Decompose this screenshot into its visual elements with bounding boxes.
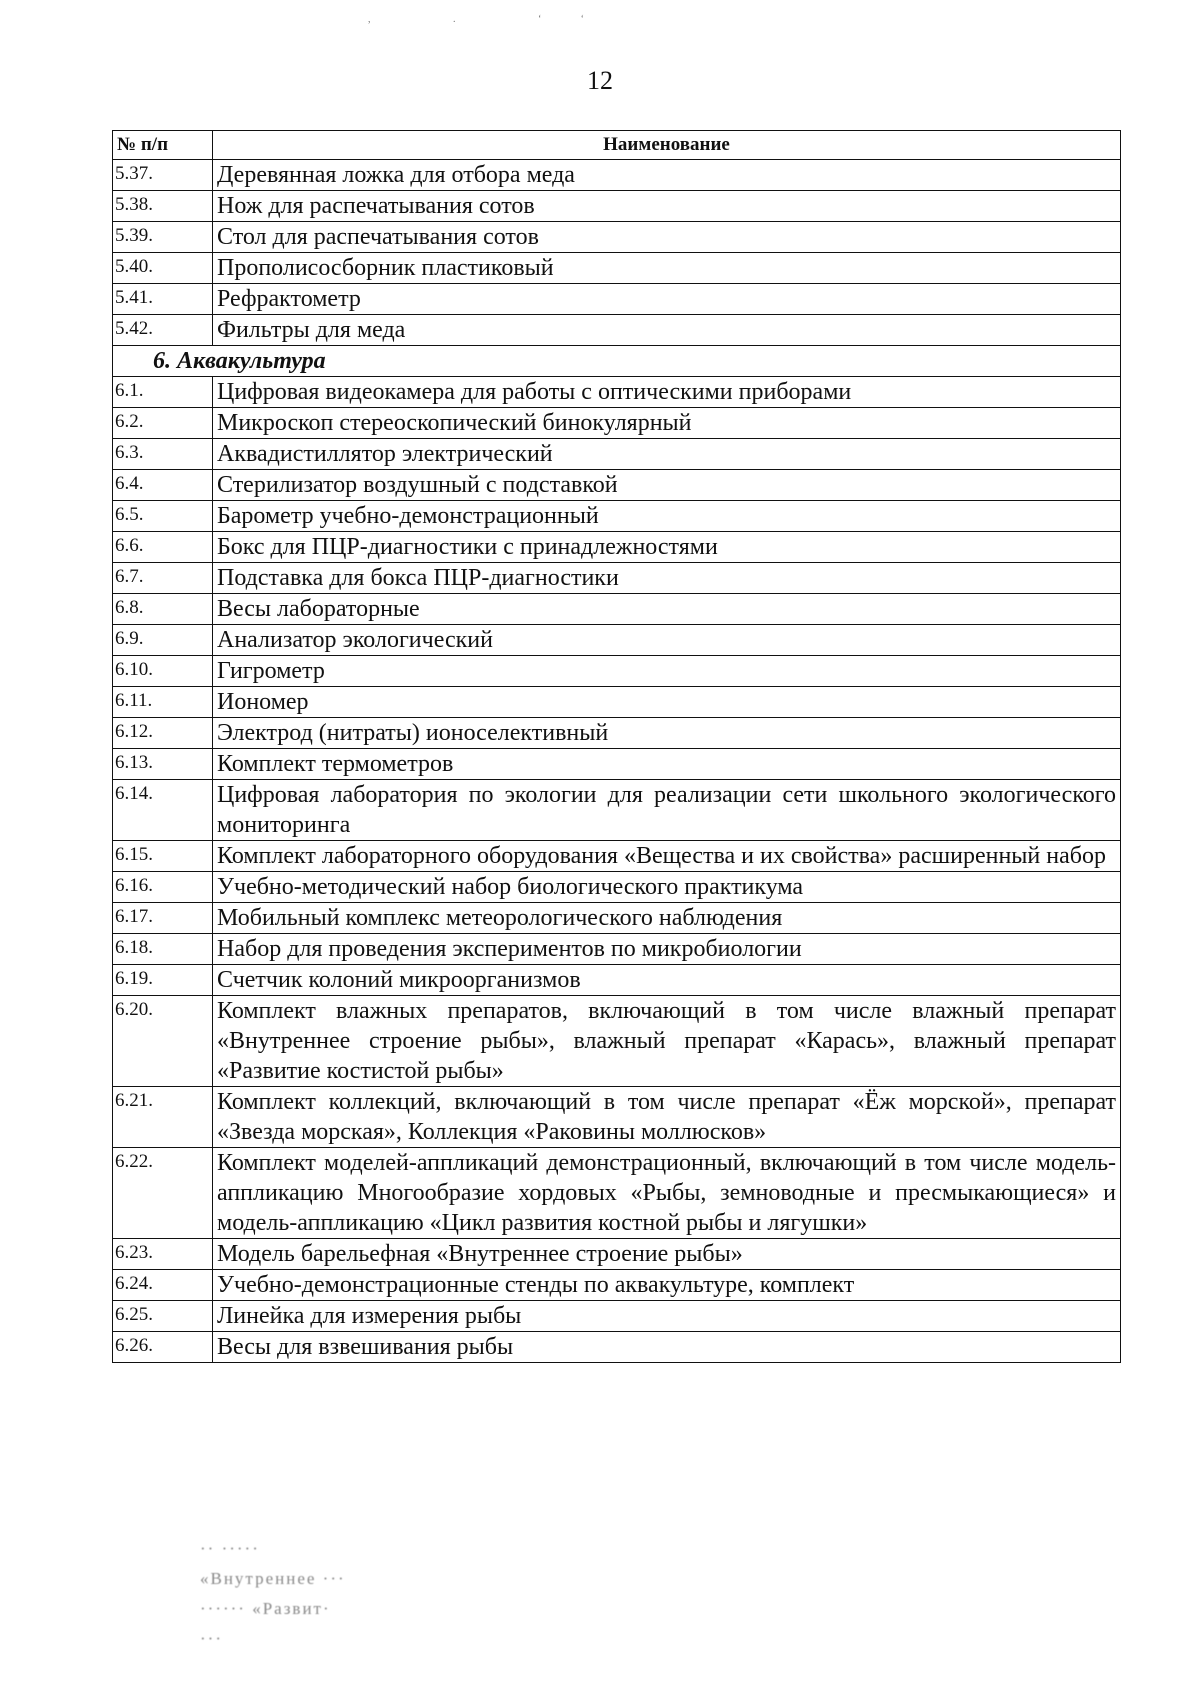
table-row [113, 656, 1121, 687]
row-name: Счетчик колоний микроорганизмов [213, 965, 1121, 996]
row-name: Фильтры для меда [213, 315, 1121, 346]
row-name: Мобильный комплекс метеорологического наблюдения [213, 903, 1121, 934]
row-name: Комплект моделей-аппликаций демонстрационный, включающий в том числе модель-аппликацию Многообразие хордовых «Рыбы, земноводные и пресмыкающиеся» и модель-аппликацию «Цикл развития костной рыбы и лягушки» [213, 1148, 1121, 1239]
table-row [113, 841, 1121, 872]
table-row [113, 222, 1121, 253]
table-row [113, 1087, 1121, 1148]
table-row [113, 1301, 1121, 1332]
table-header-row [113, 131, 1121, 160]
row-number: 6.16. [113, 872, 213, 903]
table-row [113, 563, 1121, 594]
row-name: Комплект влажных препаратов, включающий в том числе влажный препарат «Внутреннее строение рыбы», влажный препарат «Карась», влажный препарат «Развитие костистой рыбы» [213, 996, 1121, 1087]
bleed-line: «Внутреннее ··· [200, 1569, 346, 1588]
row-number: 5.37. [113, 160, 213, 191]
row-number: 6.5. [113, 501, 213, 532]
row-number: 6.3. [113, 439, 213, 470]
scan-marks: , . ‘‘ [368, 14, 624, 25]
row-number: 6.9. [113, 625, 213, 656]
row-name: Подставка для бокса ПЦР-диагностики [213, 563, 1121, 594]
row-name: Цифровая видеокамера для работы с оптическими приборами [213, 377, 1121, 408]
row-number: 5.41. [113, 284, 213, 315]
row-name: Стерилизатор воздушный с подставкой [213, 470, 1121, 501]
row-name: Нож для распечатывания сотов [213, 191, 1121, 222]
row-number: 6.8. [113, 594, 213, 625]
row-name: Комплект термометров [213, 749, 1121, 780]
row-number: 6.25. [113, 1301, 213, 1332]
row-number: 6.12. [113, 718, 213, 749]
table-row [113, 718, 1121, 749]
table-row [113, 594, 1121, 625]
table-row [113, 1332, 1121, 1363]
row-name: Барометр учебно-демонстрационный [213, 501, 1121, 532]
table-row [113, 780, 1121, 841]
table-row [113, 872, 1121, 903]
table-row [113, 160, 1121, 191]
row-name: Иономер [213, 687, 1121, 718]
row-name: Модель барельефная «Внутреннее строение рыбы» [213, 1239, 1121, 1270]
table-row [113, 501, 1121, 532]
bleed-line: ······ «Развит· [200, 1599, 331, 1618]
table-row [113, 1270, 1121, 1301]
row-number: 5.38. [113, 191, 213, 222]
row-name: Набор для проведения экспериментов по микробиологии [213, 934, 1121, 965]
table-row [113, 1239, 1121, 1270]
row-name: Деревянная ложка для отбора меда [213, 160, 1121, 191]
row-number: 5.40. [113, 253, 213, 284]
bleed-line: ··· [200, 1629, 223, 1648]
table-row [113, 408, 1121, 439]
row-name: Учебно-методический набор биологического практикума [213, 872, 1121, 903]
row-number: 5.39. [113, 222, 213, 253]
table-row [113, 284, 1121, 315]
row-number: 6.2. [113, 408, 213, 439]
row-name: Микроскоп стереоскопический бинокулярный [213, 408, 1121, 439]
row-number: 6.7. [113, 563, 213, 594]
section-row [113, 346, 1121, 377]
table-row [113, 749, 1121, 780]
row-name: Аквадистиллятор электрический [213, 439, 1121, 470]
table-row [113, 625, 1121, 656]
row-number: 6.19. [113, 965, 213, 996]
table-body [113, 160, 1121, 1363]
equipment-table [112, 130, 1121, 1363]
row-name: Линейка для измерения рыбы [213, 1301, 1121, 1332]
row-number: 6.11. [113, 687, 213, 718]
header-number: № п/п [113, 131, 213, 160]
row-number: 6.15. [113, 841, 213, 872]
row-number: 6.21. [113, 1087, 213, 1148]
row-name: Комплект коллекций, включающий в том числе препарат «Ёж морской», препарат «Звезда морская», Коллекция «Раковины моллюсков» [213, 1087, 1121, 1148]
row-number: 6.26. [113, 1332, 213, 1363]
row-number: 6.4. [113, 470, 213, 501]
row-number: 6.10. [113, 656, 213, 687]
row-name: Рефрактометр [213, 284, 1121, 315]
row-number: 6.22. [113, 1148, 213, 1239]
page-number: 12 [587, 66, 613, 95]
table-row [113, 377, 1121, 408]
row-number: 6.17. [113, 903, 213, 934]
table-row [113, 253, 1121, 284]
table-row [113, 470, 1121, 501]
row-name: Бокс для ПЦР-диагностики с принадлежностями [213, 532, 1121, 563]
row-name: Гигрометр [213, 656, 1121, 687]
row-number: 6.1. [113, 377, 213, 408]
table-row [113, 439, 1121, 470]
row-number: 6.14. [113, 780, 213, 841]
row-name: Анализатор экологический [213, 625, 1121, 656]
row-number: 5.42. [113, 315, 213, 346]
table-row [113, 996, 1121, 1087]
row-number: 6.6. [113, 532, 213, 563]
table-row [113, 532, 1121, 563]
row-number: 6.13. [113, 749, 213, 780]
table-row [113, 1148, 1121, 1239]
row-name: Электрод (нитраты) ионоселективный [213, 718, 1121, 749]
row-name: Стол для распечатывания сотов [213, 222, 1121, 253]
row-number: 6.20. [113, 996, 213, 1087]
table-row [113, 687, 1121, 718]
table-row [113, 315, 1121, 346]
header-name: Наименование [213, 131, 1121, 160]
section-title: 6. Аквакультура [113, 346, 1121, 377]
bleed-through-text [200, 1534, 740, 1654]
table-row [113, 191, 1121, 222]
equipment-table-container [112, 130, 1120, 1363]
bleed-line: ·· ····· [200, 1539, 260, 1558]
row-number: 6.24. [113, 1270, 213, 1301]
table-row [113, 903, 1121, 934]
table-row [113, 934, 1121, 965]
row-number: 6.18. [113, 934, 213, 965]
row-name: Учебно-демонстрационные стенды по аквакультуре, комплект [213, 1270, 1121, 1301]
table-row [113, 965, 1121, 996]
row-name: Комплект лабораторного оборудования «Вещества и их свойства» расширенный набор [213, 841, 1121, 872]
row-name: Прополисосборник пластиковый [213, 253, 1121, 284]
row-name: Цифровая лаборатория по экологии для реализации сети школьного экологического мониторинга [213, 780, 1121, 841]
row-name: Весы для взвешивания рыбы [213, 1332, 1121, 1363]
row-number: 6.23. [113, 1239, 213, 1270]
row-name: Весы лабораторные [213, 594, 1121, 625]
